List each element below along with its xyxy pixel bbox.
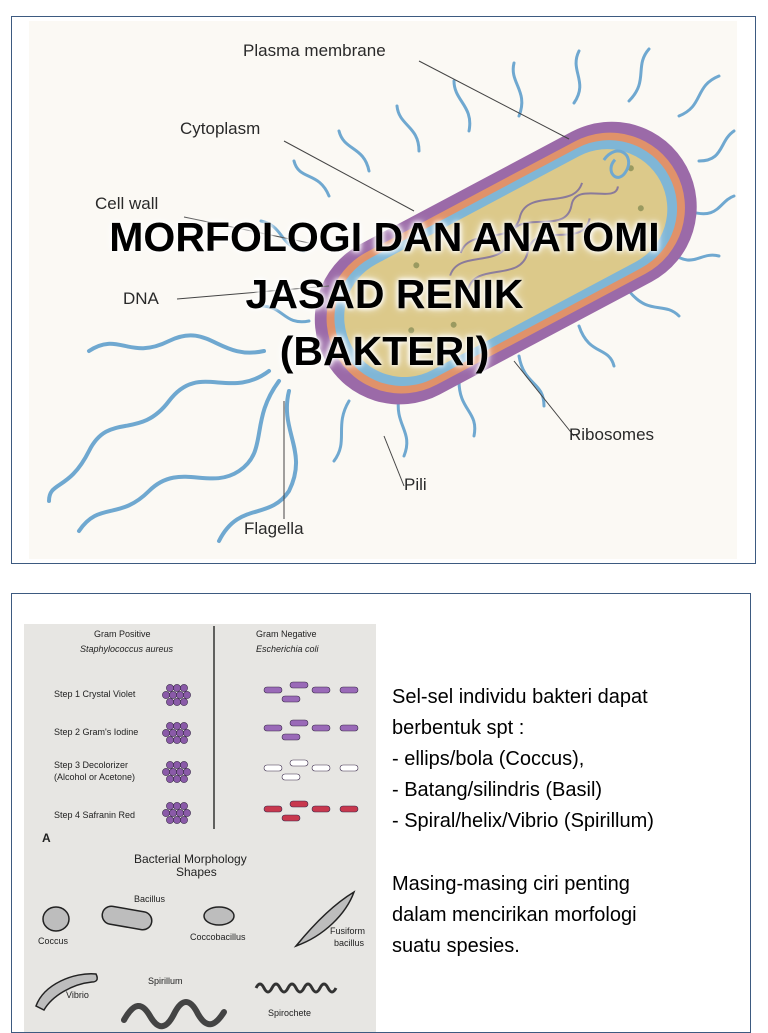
- shape-list-text: [392, 682, 654, 837]
- fusiform-bacillus-label: bacillus: [334, 938, 365, 948]
- cluster-step-2: [162, 722, 190, 743]
- paragraph-line-2: dalam mencirikan morfologi: [392, 904, 637, 926]
- morphology-subtitle: Shapes: [176, 865, 217, 879]
- step-4-label: Step 4 Safranin Red: [54, 810, 136, 820]
- step-2-label: Step 2 Gram's Iodine: [54, 727, 139, 737]
- cluster-step-3: [162, 761, 190, 782]
- fusiform-label: Fusiform: [330, 926, 366, 936]
- panel-letter: A: [42, 831, 51, 845]
- cytoplasm-label: Cytoplasm: [180, 119, 261, 138]
- pili-label: Pili: [404, 475, 427, 494]
- coccus-label: Coccus: [38, 936, 69, 946]
- coccobacillus-label: Coccobacillus: [190, 932, 246, 942]
- text-line-1: Sel-sel individu bakteri dapat: [392, 686, 648, 708]
- plasma-membrane-label: Plasma membrane: [243, 41, 386, 60]
- rods-step-3: [264, 760, 358, 780]
- paragraph-line-1: Masing-masing ciri penting: [392, 873, 630, 895]
- coccus-shape: [43, 907, 69, 931]
- spirochete-shape: [256, 984, 336, 992]
- step-3-label: Step 3 Decolorizer: [54, 760, 129, 770]
- cell-wall-label: Cell wall: [95, 194, 159, 213]
- vibrio-label: Vibrio: [66, 990, 89, 1000]
- slide-bacteria-anatomy: [11, 16, 756, 564]
- gram-positive-title: Gram Positive: [94, 629, 151, 639]
- slide-title-line-1: MORFOLOGI DAN ANATOMI: [109, 214, 660, 260]
- text-line-3: - ellips/bola (Coccus),: [392, 748, 585, 770]
- spirillum-shape: [124, 1002, 224, 1026]
- gram-positive-species: Staphylococcus aureus: [80, 644, 174, 654]
- spirillum-label: Spirillum: [148, 976, 183, 986]
- morphology-paragraph: [392, 869, 637, 962]
- morphology-title: Bacterial Morphology: [134, 852, 247, 866]
- gram-negative-rods: [264, 682, 358, 821]
- paragraph-line-3: suatu spesies.: [392, 935, 520, 957]
- coccobacillus-shape: [204, 907, 234, 925]
- rods-step-2: [264, 720, 358, 740]
- cluster-step-4: [162, 802, 190, 823]
- gram-negative-species: Escherichia coli: [256, 644, 319, 654]
- bacillus-shape: [101, 905, 153, 931]
- slide-title-line-2: JASAD RENIK: [245, 271, 524, 317]
- flagella-label: Flagella: [244, 519, 304, 538]
- ribosomes-label: Ribosomes: [569, 425, 655, 444]
- gram-negative-title: Gram Negative: [256, 629, 317, 639]
- slide-bacteria-morphology: [11, 593, 751, 1033]
- text-line-4: - Batang/silindris (Basil): [392, 779, 603, 801]
- text-line-2: berbentuk spt :: [392, 717, 525, 739]
- gram-stain-illustration: [24, 624, 376, 1033]
- step-1-label: Step 1 Crystal Violet: [54, 689, 136, 699]
- text-line-5: - Spiral/helix/Vibrio (Spirillum): [392, 810, 654, 832]
- dna-label: DNA: [123, 289, 159, 308]
- bacillus-label: Bacillus: [134, 894, 166, 904]
- rods-step-4: [264, 801, 358, 821]
- rods-step-1: [264, 682, 358, 702]
- step-3-sublabel: (Alcohol or Acetone): [54, 772, 136, 782]
- spirochete-label: Spirochete: [268, 1008, 312, 1018]
- gram-positive-clusters: [162, 684, 190, 823]
- cluster-step-1: [162, 684, 190, 705]
- slide-title-line-3: (BAKTERI): [279, 328, 490, 374]
- gram-stain-figure: [24, 624, 376, 1033]
